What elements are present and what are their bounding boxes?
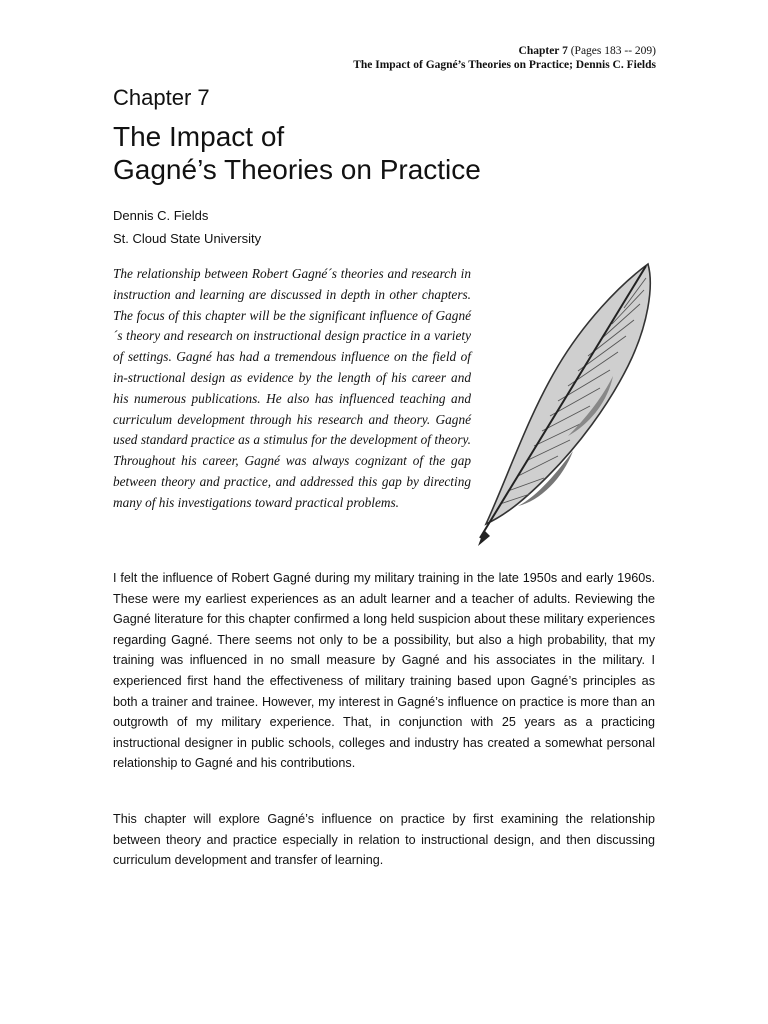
running-header-pages: (Pages 183 -- 209) [567,45,656,57]
body-paragraph-1: I felt the influence of Robert Gagné during my military training in the late 1950s and early 1960s. These were my earliest experiences as an adult learner and a teacher of adults. Reviewing the Gagné literature for this chapter confirmed a long held suspicion about these military experiences regarding Gagné. There seems not only to be a possibility, but also a high probability, that my training was influenced in no small measure by Gagné and his associates in the military. I experienced first hand the effectiveness of military training based upon Gagné’s principles as both a trainer and trainee. However, my interest in Gagné’s influence on practice is more than an outgrowth of my military experience. That, in conjunction with 25 years as a practicing instructional designer in public schools, colleges and industry has created a somewhat personal relationship to Gagné and his contributions. [113,571,655,771]
chapter-title-line-1: The Impact of [113,121,285,152]
running-header-title: The Impact of Gagné’s Theories on Practice; Dennis C. Fields [353,59,656,71]
running-header [353,44,656,72]
author-block [113,204,261,250]
running-header-line-1 [353,44,656,58]
quill-shaft [480,266,646,538]
chapter-label: Chapter 7 [113,85,210,110]
running-header-chapter: Chapter 7 [518,45,568,57]
author-name: Dennis C. Fields [113,208,209,223]
abstract: The relationship between Robert Gagné´s theories and research in instruction and learning are discussed in depth in other chapters. The focus of this chapter will be the significant influence of Gagné´s theory and research on instructional design practice in a variety of settings. Gagné has had a tremendous influence on the field of in-structional design as evidence by the length of his career and his numerous publications. He also has influenced teaching and curriculum development through his research and theory. Gagné used standard practice as a stimulus for the development of theory. Throughout his career, Gagné was always cognizant of the gap between theory and practice, and addressed this gap by directing many of his investigations toward practical problems. [113,266,471,510]
running-header-line-2 [353,58,656,72]
body-paragraph-2: This chapter will explore Gagné’s influence on practice by first examining the relationship between theory and practice especially in relation to instructional design, and then discussing curriculum development and transfer of learning. [113,812,655,868]
quill-nib [478,530,490,546]
author-affiliation: St. Cloud State University [113,231,262,246]
chapter-title [113,120,481,186]
chapter-title-line-2: Gagné’s Theories on Practice [113,154,481,185]
quill-pen-icon [478,256,668,546]
